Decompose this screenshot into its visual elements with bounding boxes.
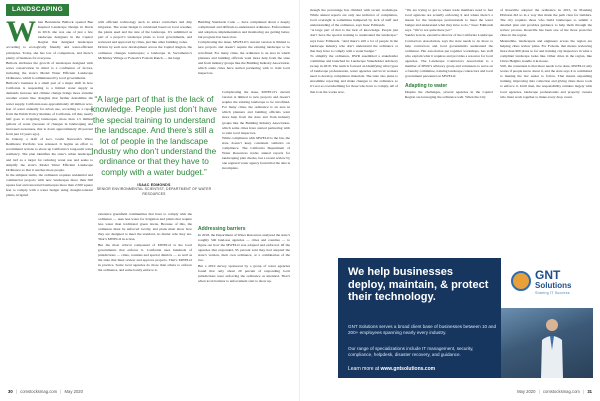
paragraph: Bullock attributes the growth of landscapes designed with water conservation in mind to a confluence of factors, including the state’s Model Water Efficient Landscape Ordinance, which is administered by local governments. [6, 60, 93, 81]
footer-publication-left: comstocksmag.com [20, 389, 58, 394]
subhead-adapting: Adapting to water [405, 83, 448, 90]
ad-photo [501, 308, 593, 378]
article-column-3-middle [222, 90, 290, 220]
ad-body-2: Our range of specializations include IT management, security, compliance, helpdesk, disaster recovery, and guidance. [348, 346, 474, 357]
article-column-2-top [98, 20, 192, 86]
paragraph: Meanwhile, landscapers and engineers across the region are helping cities review plans. For Folsom, that means reviewing more than 900 plans so far and training city inspectors in what a compliant landscape looks like. Other cities in the region, like Citrus Heights, handle it in-house. [500, 38, 592, 63]
paragraph: While compliance with MWELO is the law, the state doesn’t keep consistent statistics on compliance. The California Department of Water Resources tracks annual reports for landscaping plan checks, but a recent review by one regional water agency found that the data is incomplete. [222, 135, 290, 171]
article-column-2-bottom [98, 212, 192, 382]
paragraph: Despite the challenges, several agencies in the Capitol Region are leveraging the ordinance well. When the City [405, 90, 493, 100]
paragraph: though the percentage has climbed with recent workshops. While annual reports are only one indicator of compliance, local oversight is sometimes hampered by lack of staff and understanding of the ordinance, says Isaac Edmonds. [310, 8, 398, 28]
pull-quote-text: “A large part of that is the lack of knowledge. People just don’t have the special training to understand the landscape. And there’s still a lot of people in the landscape industry who don’t understand the ordinance or that they have to comply with a water budget.” [91, 94, 217, 177]
paragraph: hen Bernadette Bullock opened Bee Inspired Landscape Design in Davis in 2016, she was one of just a few landscape designers in the Capitol Region that designed landscapes according to ecologically friendly and water-efficient principles. Today, she has lots of competitors, and there’s plenty of business for everyone. [6, 20, 93, 60]
paragraph: with efficient technology such as smart controllers and drip irrigation. The water budget is calculated based on local weather, the plants used and the size of the landscape. It’s submitted as part of a project’s landscape plans to local governments, and reviewed and approved by cities, just like other building codes. [98, 20, 192, 45]
ad-cta-prefix: Learn more at [348, 366, 380, 372]
ad-logo-main: GNT [535, 268, 561, 282]
person-photo-icon [539, 316, 565, 378]
paragraph: “We are trying to get to where trade members need to feel local agencies are actually enforcing it and where there’s a means for the landscape professionals to meet the water budget and understand what they have to do,” Isaac Edmonds says. “We’re not quite there yet.” [405, 8, 493, 33]
page-footer [0, 385, 600, 399]
paragraph: extensive greenfield communities that have to comply with the ordinance — uses less water for irrigation and plants that require less water than traditional green lawns. Because of this, the ordinance must be enforced locally, and plans must show how they are designed to meet the standard, no matter who they are. That’s MWELO in action. [98, 212, 192, 242]
paragraph: Complicating the issue, MWELO’s current version is limited to new projects and doesn’t require the existing landscape to be retrofitted. For many cities, the ordinance is an area in which planners and building officials want more help from the state and from industry groups like the Building Industry Association, which some cities have started partnering with to train local inspectors. [198, 40, 290, 75]
ad-headline: We help businesses deploy, maintain, & protect their technology. [348, 266, 489, 303]
paragraph: To simplify the ordinance, DWR assembled a stakeholder committee and launched its Landscape Stakeholder Advisory Group in 2019. The team is focused on identifying what types of landscape professionals, water agencies and local workers need to develop compliance materials. The state also plans to streamline reporting and make changes to the ordinance so it’s not as overwhelming for those who have to comply. All of that is in the works now. [310, 53, 398, 94]
paragraph: Complicating the issue, MWELO’s current version is limited to new projects and doesn’t require the existing landscape to be retrofitted. For many cities, the ordinance is an area in which planners and building officials want more help from the state and from industry groups like the Building Industry Association, which some cities have started partnering with to train local inspectors. [222, 90, 290, 135]
paragraph: But a 2019 survey sponsored by a group of water agencies found that only about 20 percent of responding local jurisdictions were enforcing the ordinance as intended. That’s when local barriers to enforcement start to show up. [198, 263, 290, 283]
paragraph: Bullock’s business is a small part of a major shift in how California is responding to a limited water supply as demands increase and climate change brings more extreme weather events like droughts that further destabilize the water supply. California uses approximately 40 million acre-feet of water annually for urban use, according to a report from the Public Policy Institute of California. Of that, nearly half goes to irrigating landscapes, more than 1.5 million gallons of water (because of changes in landscaping and increased awareness, that is down approximately 20 percent from just 10 years ago). [6, 81, 93, 137]
article-column-4 [310, 8, 398, 252]
subhead-addressing-barriers: Addressing barriers [198, 226, 246, 232]
pull-quote [90, 94, 218, 202]
paragraph: Still, the consensus is that more needs to be done. MWELO only works if people know about it, and the state says it is committed to making the law easier to follow. That means expanding training, improving data collection and giving cities more tools to enforce it. Until then, the responsibility remains largely with local agencies, landscape professionals and property owners who must work together to make every drop count. [500, 64, 592, 99]
drop-cap: W [6, 20, 36, 48]
ad-cta[interactable] [348, 366, 435, 372]
paragraph: Building Standards Code — have complained about a deeply complicated and difficult-to-understand ordinance. Enforcement and adoption, implementation and monitoring are getting better, but progress has been slow. [198, 20, 290, 40]
page-gutter [299, 0, 300, 401]
ad-body-1: GNT Solutions serves a broad client base of businesses between 10 and 200+ employees spanning nearly every industry. [348, 324, 497, 335]
paragraph: of Roseville adopted the ordinance in 2015, its Planning Division did so in a way that made the path clear for builders. The city requires those who build landscapes to submit a detailed plan and provides guidance to help them through the review process. Roseville has been one of the more proactive cities in the region. [500, 8, 592, 38]
gnt-advertisement[interactable] [338, 258, 593, 378]
footer-publication-right: comstocksmag.com [542, 389, 580, 394]
pull-quote-role: SENIOR ENVIRONMENTAL SCIENTIST, DEPARTMENT OF WATER RESOURCES [96, 187, 212, 196]
paragraph: But the most critical component of MWELO is the local governments that enforce it. California uses hundreds of jurisdictions — cities, counties and special districts — as well as the state that must review and approve projects. That’s MWELO in practice. Some local agencies do more than others to enforce the ordinance, and some barely enforce it. [98, 242, 192, 273]
article-column-3-top [198, 20, 290, 88]
footer-right: May 2020 | comstocksmag.com | 31 [517, 389, 592, 394]
footer-date-right: May 2020 [517, 389, 536, 394]
paragraph: In the simplest terms, the ordinance requires residential and commercial projects with new landscapes more than 500 square feet and renovated landscapes more than 2,500 square feet to comply with a water budget using drought-tolerant plants, irrigated [6, 172, 93, 198]
footer-left: 30 | comstocksmag.com | May 2020 [8, 389, 83, 394]
ad-cta-url[interactable]: www.gntsolutions.com [380, 366, 436, 372]
paragraph: In January, a draft of Gov. Gavin Newsom’s Water Resilience Portfolio was released. It begins an effort to recommend actions to shore up California’s long-term water resiliency. The plan identifies the state’s urban landscapes and turf as a target for reducing water use and seeks to simplify the state’s Model Water Efficient Landscape Ordinance so that it reaches more people. [6, 137, 93, 172]
footer-date-left: May 2020 [64, 389, 83, 394]
pull-quote-name: ISAAC EDMONDS [137, 183, 171, 188]
ad-logo-tagline: Sharing IT Success [535, 291, 570, 295]
page-number-right: 31 [587, 389, 592, 394]
ad-logo-sub: Solutions [535, 281, 572, 290]
article-column-5 [405, 8, 493, 252]
page-number-left: 30 [8, 389, 13, 394]
paragraph: In 2018, the Department of Water Resources analyzed the state’s roughly 540 land-use agencies — cities and counties — to figure out how the MWELO was adopted and enforced. Of the agencies that responded, 95 percent said they had adopted the state’s version, their own ordinance, or a combination of the two. [198, 233, 290, 263]
paragraph: “A large part of that is the lack of knowledge. People just don’t have the special training to understand the landscape,” says Isaac Edmonds. “And there’s still a lot of people in the landscape industry who don’t understand the ordinance or that they have to comply with a water budget.” [310, 28, 398, 53]
article-column-6 [500, 8, 592, 252]
gnt-logo-icon [511, 271, 531, 291]
paragraph: Driven by each new development across the Capitol Region, the ordinance changes landscapes; a landscape in Sacramento’s McKinley Village or Folsom’s Folsom Ranch — the large [98, 45, 192, 60]
paragraph: Sandra Garcia, executive director of the California Landscape Contractors Association, says the state needs to do more to help contractors and local governments understand the ordinance. Her association put together workshops, has staff who explain what it requires and provides a resource for local agencies. The Landscape Contractors Association is a member of DWR’s advisory group and volunteers to serve on a foundry committee, training landscape contractors and local government personnel on MWELO. [405, 33, 493, 79]
article-column-1 [6, 20, 93, 382]
section-tag: LANDSCAPING [6, 4, 69, 16]
ad-logo-box [501, 258, 593, 308]
article-column-3-bottom [198, 222, 290, 382]
